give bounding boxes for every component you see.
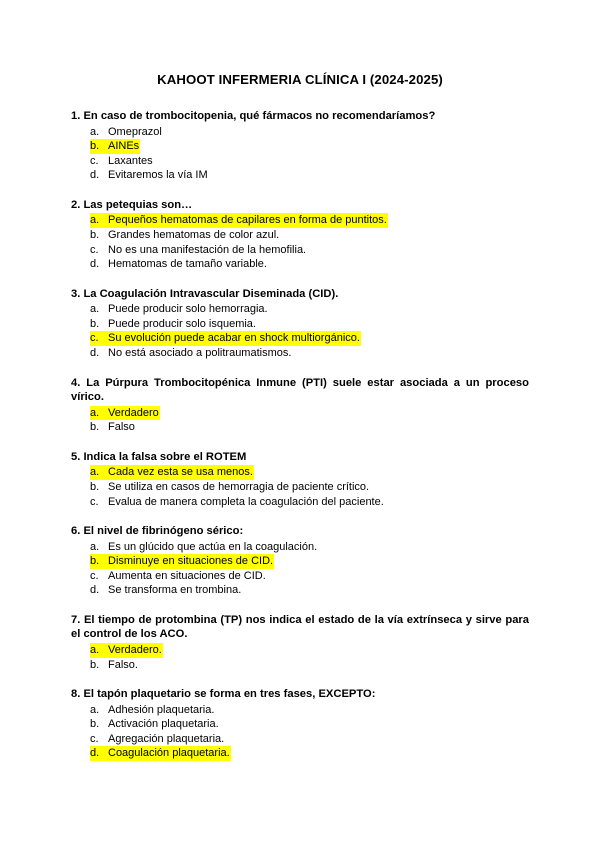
answer-options <box>71 302 529 360</box>
answer-option <box>71 317 529 332</box>
question-1 <box>71 109 529 183</box>
option-letter: b. <box>90 555 100 568</box>
answer-option <box>71 228 529 243</box>
answer-option <box>71 257 529 272</box>
option-text: Agregación plaquetaria. <box>108 732 225 745</box>
answer-options <box>71 643 529 672</box>
question-text: 6. El nivel de fibrinógeno sérico: <box>71 525 244 538</box>
answer-option <box>71 168 529 183</box>
answer-option <box>71 480 529 495</box>
answer-option <box>71 746 529 761</box>
question-7 <box>71 613 529 672</box>
answer-option <box>71 703 529 718</box>
answer-option <box>71 302 529 317</box>
option-letter: b. <box>90 658 100 671</box>
option-letter: a. <box>90 303 100 316</box>
option-text: Coagulación plaquetaria. <box>108 747 230 760</box>
answer-options <box>71 406 529 435</box>
answer-options <box>71 540 529 598</box>
option-text: Es un glúcido que actúa en la coagulación. <box>108 540 318 553</box>
option-letter: a. <box>90 214 100 227</box>
option-text: Disminuye en situaciones de CID. <box>108 555 274 568</box>
question-text: 7. El tiempo de protombina (TP) nos indica el estado de la vía extrínseca y sirve para el control de los ACO. <box>71 613 529 641</box>
option-text: Hematomas de tamaño variable. <box>108 258 267 271</box>
answer-options <box>71 213 529 271</box>
option-text: Pequeños hematomas de capilares en forma de puntitos. <box>108 214 387 227</box>
option-letter: d. <box>90 258 100 271</box>
question-2 <box>71 198 529 272</box>
option-text: Evitaremos la vía IM <box>108 169 208 182</box>
answer-option <box>71 732 529 747</box>
option-letter: a. <box>90 540 100 553</box>
option-letter: b. <box>90 421 100 434</box>
question-4 <box>71 376 529 435</box>
question-text: 4. La Púrpura Trombocitopénica Inmune (PTI) suele estar asociada a un proceso vírico. <box>71 376 529 404</box>
option-letter: d. <box>90 584 100 597</box>
option-letter: b. <box>90 480 100 493</box>
option-letter: c. <box>90 332 99 345</box>
option-text: Aumenta en situaciones de CID. <box>108 569 266 582</box>
question-3 <box>71 287 529 361</box>
answer-option <box>71 465 529 480</box>
option-text: Se transforma en trombina. <box>108 584 242 597</box>
option-letter: d. <box>90 747 100 760</box>
option-text: No es una manifestación de la hemofilia. <box>108 243 307 256</box>
answer-option <box>71 643 529 658</box>
answer-options <box>71 703 529 761</box>
answer-option <box>71 346 529 361</box>
option-letter: d. <box>90 347 100 360</box>
question-text: 2. Las petequias son… <box>71 198 193 211</box>
answer-option <box>71 420 529 435</box>
answer-option <box>71 495 529 510</box>
answer-option <box>71 154 529 169</box>
option-text: No está asociado a politraumatismos. <box>108 347 292 360</box>
option-letter: a. <box>90 125 100 138</box>
answer-option <box>71 540 529 555</box>
option-letter: c. <box>90 243 99 256</box>
option-text: Su evolución puede acabar en shock multiorgánico. <box>108 332 360 345</box>
answer-option <box>71 554 529 569</box>
option-text: Verdadero. <box>108 643 162 656</box>
option-text: Puede producir solo isquemia. <box>108 317 256 330</box>
question-text: 8. El tapón plaquetario se forma en tres fases, EXCEPTO: <box>71 688 376 701</box>
option-text: AINEs <box>108 140 140 153</box>
option-text: Cada vez esta se usa menos. <box>108 466 253 479</box>
option-letter: c. <box>90 154 99 167</box>
option-letter: c. <box>90 569 99 582</box>
answer-option <box>71 717 529 732</box>
option-text: Puede producir solo hemorragia. <box>108 303 268 316</box>
option-text: Evalua de manera completa la coagulación del paciente. <box>108 495 384 508</box>
answer-option <box>71 331 529 346</box>
question-text: 1. En caso de trombocitopenia, qué fármacos no recomendaríamos? <box>71 110 436 122</box>
answer-option <box>71 213 529 228</box>
option-text: Falso <box>108 421 135 434</box>
option-letter: a. <box>90 703 100 716</box>
option-letter: a. <box>90 406 100 419</box>
option-letter: b. <box>90 140 100 153</box>
question-8 <box>71 687 529 761</box>
question-text: 3. La Coagulación Intravascular Diseminada (CID). <box>71 287 339 300</box>
answer-option <box>71 658 529 673</box>
option-letter: a. <box>90 643 100 656</box>
option-letter: c. <box>90 495 99 508</box>
option-letter: b. <box>90 228 100 241</box>
option-text: Adhesión plaquetaria. <box>108 703 215 716</box>
question-6 <box>71 524 529 598</box>
option-letter: d. <box>90 169 100 182</box>
option-text: Activación plaquetaria. <box>108 718 219 731</box>
option-text: Grandes hematomas de color azul. <box>108 228 280 241</box>
question-text: 5. Indica la falsa sobre el ROTEM <box>71 450 247 463</box>
question-5 <box>71 450 529 509</box>
answer-options <box>71 465 529 509</box>
document-title: KAHOOT INFERMERIA CLÍNICA I (2024-2025) <box>157 72 443 87</box>
option-letter: b. <box>90 718 100 731</box>
answer-option <box>71 125 529 140</box>
option-text: Verdadero <box>108 406 159 419</box>
answer-options <box>71 125 529 183</box>
option-letter: c. <box>90 732 99 745</box>
option-text: Laxantes <box>108 154 153 167</box>
option-letter: b. <box>90 317 100 330</box>
answer-option <box>71 569 529 584</box>
answer-option <box>71 139 529 154</box>
answer-option <box>71 406 529 421</box>
answer-option <box>71 583 529 598</box>
option-text: Falso. <box>108 658 138 671</box>
option-text: Omeprazol <box>108 125 162 138</box>
option-text: Se utiliza en casos de hemorragia de paciente crítico. <box>108 480 370 493</box>
option-letter: a. <box>90 466 100 479</box>
answer-option <box>71 243 529 258</box>
